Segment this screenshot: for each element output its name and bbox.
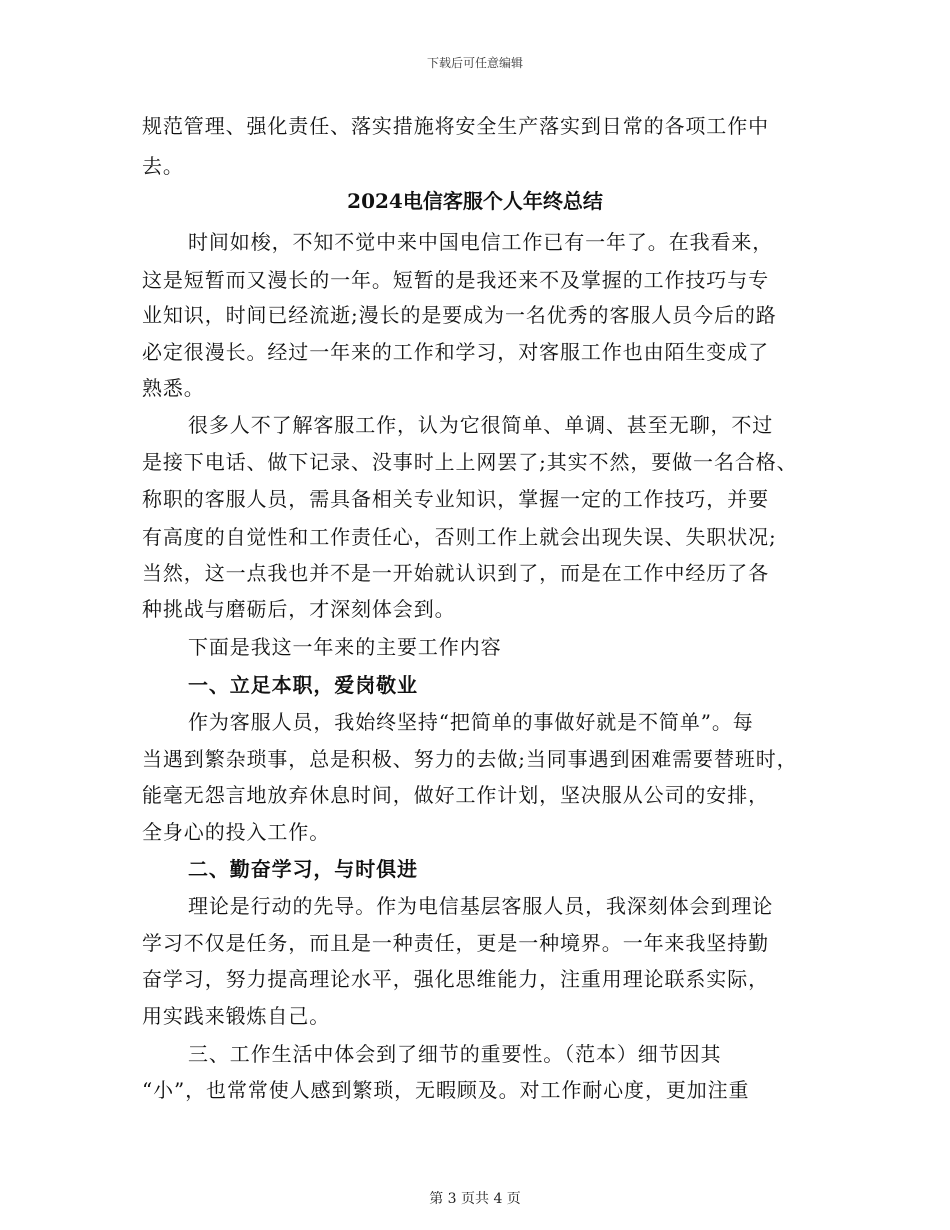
paragraph-line: 很多人不了解客服工作，认为它很简单、单调、甚至无聊，不过: [188, 413, 774, 437]
page-footer: 第 3 页共 4 页: [429, 1191, 521, 1207]
paragraph-line: 当遇到繁杂琐事，总是积极、努力的去做;当同事遇到困难需要替班时，: [142, 747, 798, 771]
paragraph-line: 奋学习，努力提高理论水平，强化思维能力，注重用理论联系实际，: [142, 967, 769, 991]
paragraph-line: 作为客服人员，我始终坚持“把简单的事做好就是不简单”。每: [188, 710, 754, 734]
paragraph-line: 理论是行动的先导。作为电信基层客服人员，我深刻体会到理论: [188, 894, 774, 918]
paragraph-line: 能毫无怨言地放弃休息时间，做好工作计划，坚决服从公司的安排，: [142, 783, 769, 807]
paragraph-line: 全身心的投入工作。: [142, 820, 331, 844]
paragraph-line: 去。: [142, 154, 184, 178]
paragraph-line: 当然，这一点我也并不是一开始就认识到了，而是在工作中经历了各: [142, 561, 769, 585]
section-heading: 一、立足本职，爱岗敬业: [188, 673, 418, 697]
paragraph-line: “小”，也常常使人感到繁琐，无暇顾及。对工作耐心度，更加注重: [142, 1078, 750, 1102]
paragraph-line: 业知识，时间已经流逝;漫长的是要成为一名优秀的客服人员今后的路: [142, 303, 777, 327]
paragraph-line: 用实践来锻炼自己。: [142, 1004, 331, 1028]
paragraph-line: 是接下电话、做下记录、没事时上上网罢了;其实不然，要做一名合格、: [142, 450, 798, 474]
paragraph-line: 称职的客服人员，需具备相关专业知识，掌握一定的工作技巧，并要: [142, 487, 769, 511]
paragraph-line: 时间如梭，不知不觉中来中国电信工作已有一年了。在我看来，: [188, 230, 774, 254]
paragraph-line: 种挑战与磨砺后，才深刻体会到。: [142, 597, 456, 621]
paragraph-line: 有高度的自觉性和工作责任心，否则工作上就会出现失误、失职状况;: [142, 525, 777, 549]
page-header: 下载后可任意编辑: [426, 56, 523, 70]
document-title: 2024电信客服个人年终总结: [347, 189, 603, 213]
section-heading: 二、勤奋学习，与时俱进: [188, 857, 418, 881]
paragraph-line: 必定很漫长。经过一年来的工作和学习，对客服工作也由陌生变成了: [142, 340, 769, 364]
paragraph-line: 这是短暂而又漫长的一年。短暂的是我还来不及掌握的工作技巧与专: [142, 268, 769, 292]
paragraph-line: 三、工作生活中体会到了细节的重要性。（范本）细节因其: [188, 1042, 722, 1066]
paragraph-line: 规范管理、强化责任、落实措施将安全生产落实到日常的各项工作中: [142, 114, 769, 138]
paragraph-line: 下面是我这一年来的主要工作内容: [188, 635, 502, 659]
paragraph-line: 学习不仅是任务，而且是一种责任，更是一种境界。一年来我坚持勤: [142, 931, 769, 955]
paragraph-line: 熟悉。: [142, 376, 205, 400]
